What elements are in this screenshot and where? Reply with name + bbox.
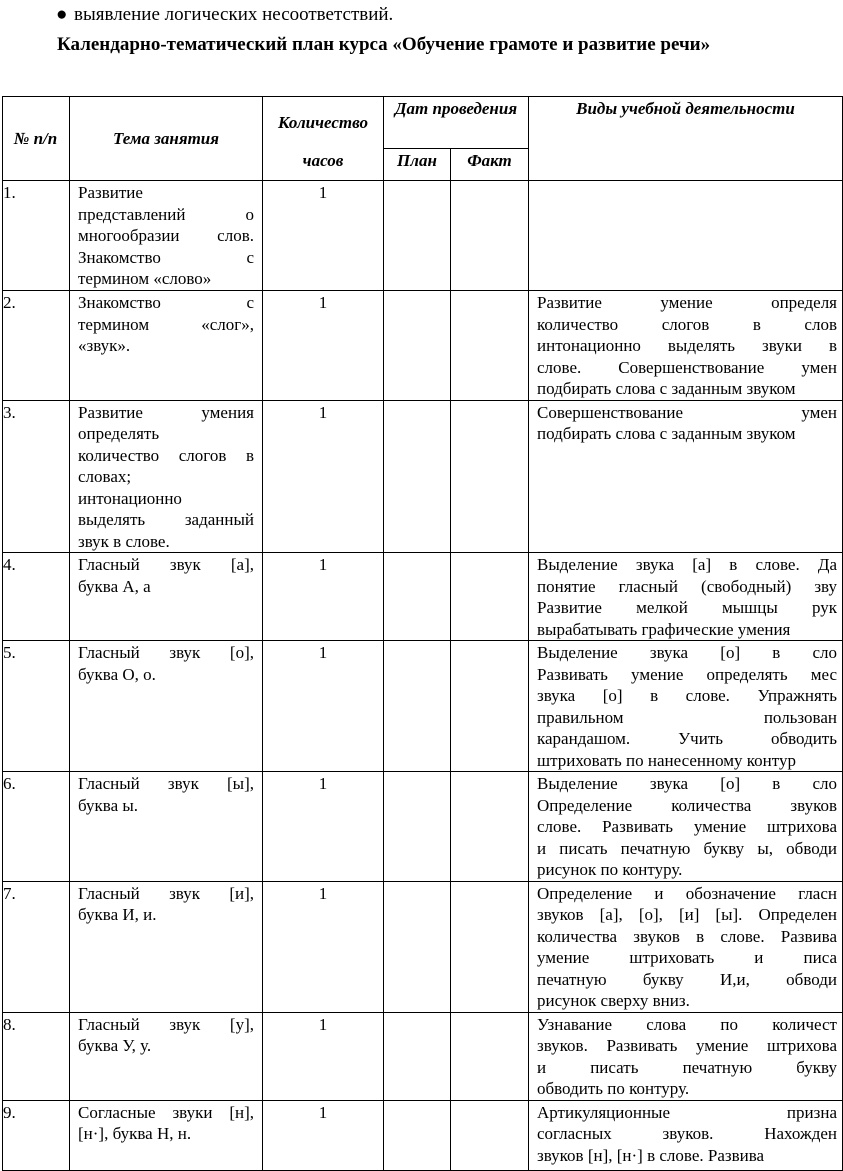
activity-line: правильном пользован (537, 707, 837, 727)
row-number: 6. (3, 772, 70, 882)
bullet-item (56, 4, 393, 26)
table-row (3, 553, 843, 641)
topic-line: Гласный звук [а], (78, 555, 254, 574)
row-topic (70, 881, 263, 1012)
table-row (3, 400, 843, 553)
topic-line: словах; (78, 467, 132, 486)
row-plan-date (384, 772, 451, 882)
activity-line: подбирать слова с заданным звуком (537, 424, 796, 443)
table-row (3, 1012, 843, 1100)
row-number: 5. (3, 641, 70, 772)
table-row (3, 291, 843, 401)
activity-line: вырабатывать графические умения (537, 619, 791, 639)
topic-line: буква А, а (78, 576, 151, 596)
topic-line: звук в слове. (78, 531, 170, 551)
activity-line: Определение количества звуков (537, 795, 837, 815)
activity-line: рисунок сверху вниз. (537, 991, 690, 1010)
bullet-icon: ● (56, 4, 68, 25)
activity-line: подбирать слова с заданным звуком (537, 379, 796, 398)
topic-line: буква У, у. (78, 1036, 152, 1055)
row-hours: 1 (263, 1100, 384, 1170)
topic-line: представлений о (78, 204, 254, 224)
row-number: 2. (3, 291, 70, 401)
row-topic (70, 553, 263, 641)
activity-line: карандашом. Учить обводить (537, 729, 837, 748)
row-hours: 1 (263, 1012, 384, 1100)
row-activity (529, 772, 843, 882)
activity-line: количества звуков в слове. Развива (537, 926, 837, 946)
row-hours: 1 (263, 553, 384, 641)
row-topic (70, 1012, 263, 1100)
row-plan-date (384, 553, 451, 641)
row-activity (529, 400, 843, 553)
activity-line: понятие гласный (свободный) зву (537, 576, 837, 596)
table-row (3, 181, 843, 291)
activity-line: Выделение звука [а] в слове. Да (537, 555, 837, 574)
topic-line: Гласный звук [и], (78, 883, 254, 903)
row-number: 7. (3, 881, 70, 1012)
header-num: № п/п (3, 97, 70, 181)
topic-line: Согласные звуки [н], (78, 1102, 254, 1122)
row-fact-date (451, 881, 529, 1012)
row-activity (529, 553, 843, 641)
activity-line: звуков [а], [о], [и] [ы]. Определен (537, 905, 837, 924)
row-activity (529, 1012, 843, 1100)
activity-line: согласных звуков. Нахожден (537, 1124, 837, 1143)
topic-line: термином «слог», (78, 314, 254, 334)
row-number: 3. (3, 400, 70, 553)
topic-line: Гласный звук [у], (78, 1014, 254, 1034)
topic-line: выделять заданный (78, 510, 254, 529)
row-number: 4. (3, 553, 70, 641)
row-number: 9. (3, 1100, 70, 1170)
header-activities: Виды учебной деятельности (529, 97, 843, 181)
activity-line: интонационно выделять звуки в (537, 336, 837, 355)
topic-line: [н·], буква Н, н. (78, 1124, 192, 1143)
row-topic (70, 400, 263, 553)
header-hours (263, 97, 384, 181)
activity-line: звука [о] в слове. Упражнять (537, 686, 837, 705)
table-row (3, 772, 843, 882)
page-title: Календарно-тематический план курса «Обучение грамоте и развитие речи» (57, 34, 711, 55)
activity-line: слове. Развивать умение штрихова (537, 817, 837, 836)
activity-line: Развитие умение определя (537, 293, 837, 312)
activity-line: Совершенствование умен (537, 402, 837, 422)
row-hours: 1 (263, 400, 384, 553)
activity-line: звуков. Развивать умение штрихова (537, 1036, 837, 1055)
row-fact-date (451, 1100, 529, 1170)
row-fact-date (451, 553, 529, 641)
header-hours-line1: Количество (277, 113, 369, 132)
table-row (3, 1100, 843, 1170)
topic-line: многообразии слов. (78, 226, 254, 245)
row-topic (70, 291, 263, 401)
activity-line: рисунок по контуру. (537, 860, 683, 879)
row-plan-date (384, 641, 451, 772)
activity-line: Развивать умение определять мес (537, 664, 837, 684)
row-topic (70, 772, 263, 882)
row-plan-date (384, 1012, 451, 1100)
activity-line: количество слогов в слов (537, 314, 837, 334)
activity-line: Выделение звука [о] в сло (537, 643, 837, 662)
bullet-text: выявление логических несоответствий. (74, 4, 394, 25)
table-row (3, 881, 843, 1012)
activity-line: слове. Совершенствование умен (537, 357, 837, 377)
topic-line: Развитие (78, 183, 143, 202)
row-hours: 1 (263, 641, 384, 772)
activity-line: Артикуляционные призна (537, 1102, 837, 1122)
row-number: 8. (3, 1012, 70, 1100)
row-topic (70, 181, 263, 291)
topic-line: определять (78, 424, 160, 443)
row-activity (529, 641, 843, 772)
activity-line: Выделение звука [о] в сло (537, 774, 837, 793)
topic-line: Знакомство с (78, 247, 254, 267)
row-hours: 1 (263, 291, 384, 401)
row-plan-date (384, 291, 451, 401)
header-plan: План (384, 148, 451, 180)
activity-line: и писать печатную букву (537, 1057, 837, 1077)
row-fact-date (451, 1012, 529, 1100)
activity-line: печатную букву И,и, обводи (537, 969, 837, 989)
row-plan-date (384, 400, 451, 553)
activity-line: умение штриховать и писа (537, 948, 837, 967)
activity-line: и писать печатную букву ы, обводи (537, 838, 837, 858)
topic-line: Знакомство с (78, 293, 254, 312)
topic-line: термином «слово» (78, 269, 212, 288)
topic-line: «звук». (78, 336, 131, 355)
topic-line: количество слогов в (78, 445, 254, 465)
activity-line: Узнавание слова по количест (537, 1014, 837, 1034)
header-dates: Дат проведения (384, 97, 529, 149)
topic-line: Развитие умения (78, 402, 254, 422)
row-activity (529, 881, 843, 1012)
plan-table (2, 96, 843, 1171)
row-fact-date (451, 400, 529, 553)
topic-line: Гласный звук [ы], (78, 774, 254, 793)
row-topic (70, 1100, 263, 1170)
table-row (3, 641, 843, 772)
activity-line: Определение и обозначение гласн (537, 883, 837, 903)
row-plan-date (384, 1100, 451, 1170)
row-activity (529, 1100, 843, 1170)
row-topic (70, 641, 263, 772)
row-activity (529, 181, 843, 291)
row-hours: 1 (263, 181, 384, 291)
row-plan-date (384, 881, 451, 1012)
topic-line: буква И, и. (78, 905, 157, 924)
activity-line: штриховать по нанесенному контур (537, 750, 796, 770)
row-fact-date (451, 181, 529, 291)
row-hours: 1 (263, 772, 384, 882)
header-topic: Тема занятия (70, 97, 263, 181)
header-hours-line2: часов (302, 151, 344, 170)
row-fact-date (451, 291, 529, 401)
row-fact-date (451, 772, 529, 882)
topic-line: буква О, о. (78, 664, 156, 684)
header-fact: Факт (451, 148, 529, 180)
topic-line: Гласный звук [о], (78, 643, 254, 662)
topic-line: буква ы. (78, 795, 139, 815)
topic-line: интонационно (78, 488, 182, 508)
row-fact-date (451, 641, 529, 772)
row-plan-date (384, 181, 451, 291)
plan-table-container (2, 96, 842, 1165)
table-body (3, 181, 843, 1171)
activity-line: обводить по контуру. (537, 1079, 690, 1098)
row-hours: 1 (263, 881, 384, 1012)
row-activity (529, 291, 843, 401)
row-number: 1. (3, 181, 70, 291)
activity-line: Развитие мелкой мышцы рук (537, 598, 837, 617)
activity-line: звуков [н], [н·] в слове. Развива (537, 1145, 765, 1165)
